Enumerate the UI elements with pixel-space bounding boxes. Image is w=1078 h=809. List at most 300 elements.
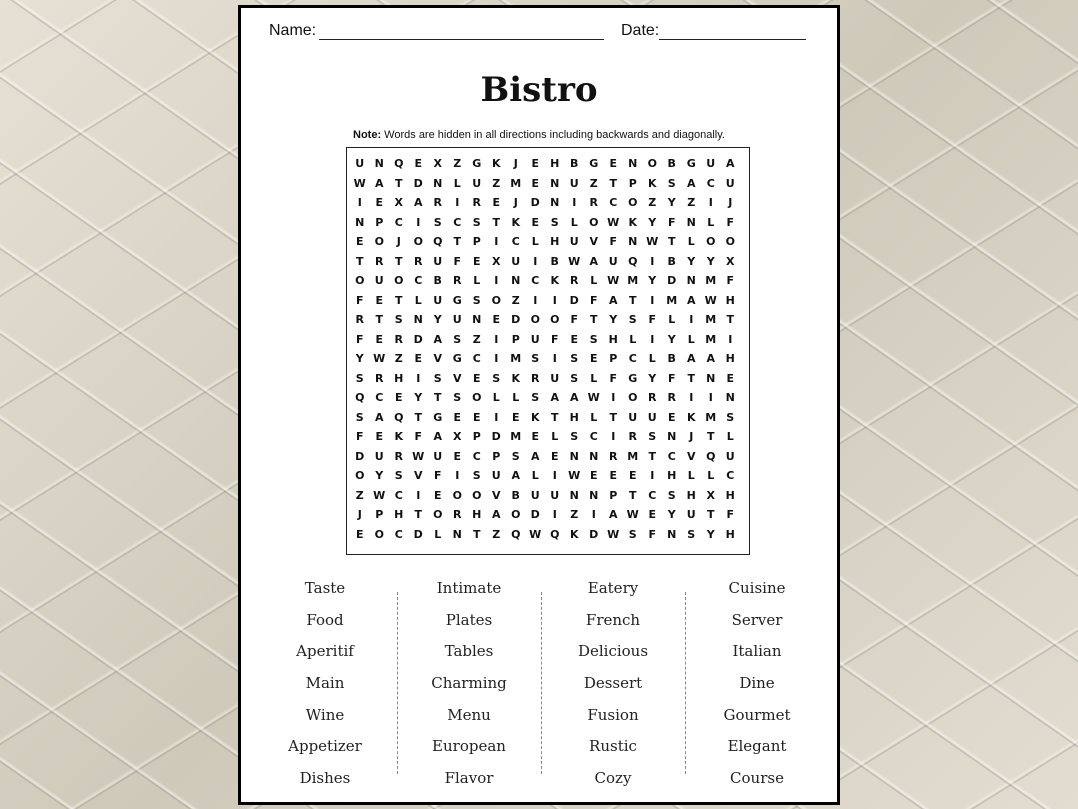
grid-letter: U — [608, 254, 618, 268]
grid-row — [347, 489, 749, 509]
grid-letter: K — [394, 430, 404, 443]
grid-letter: F — [414, 430, 422, 443]
grid-letter: T — [492, 215, 500, 229]
grid-letter: W — [412, 449, 425, 463]
grid-letter: T — [706, 508, 715, 521]
grid-letter: L — [414, 293, 422, 307]
word-list-item: Menu — [447, 705, 491, 724]
grid-letter: S — [355, 410, 364, 424]
grid-letter: H — [472, 508, 482, 521]
grid-letter: Z — [492, 527, 501, 541]
grid-letter: S — [550, 215, 559, 229]
grid-letter: E — [531, 157, 539, 170]
word-column-4 — [687, 576, 827, 798]
grid-letter: D — [667, 274, 677, 287]
grid-letter: X — [706, 488, 715, 502]
grid-row — [347, 352, 749, 372]
grid-letter: I — [416, 371, 421, 385]
grid-letter: I — [416, 488, 421, 502]
grid-letter: D — [413, 176, 423, 190]
grid-letter: N — [725, 391, 735, 404]
grid-letter: R — [589, 196, 598, 209]
grid-letter: D — [530, 508, 540, 521]
grid-letter: W — [529, 527, 542, 541]
grid-letter: R — [453, 274, 462, 287]
grid-letter: C — [472, 352, 481, 365]
grid-letter: O — [491, 293, 501, 307]
grid-letter: G — [452, 352, 462, 365]
grid-letter: E — [589, 352, 598, 365]
grid-letter: Y — [355, 352, 364, 365]
grid-letter: U — [725, 176, 735, 190]
word-list-item: Elegant — [727, 737, 787, 756]
grid-letter: L — [648, 352, 656, 365]
grid-letter: L — [531, 235, 539, 248]
grid-letter: F — [355, 332, 364, 346]
grid-letter: F — [550, 332, 559, 346]
grid-letter: O — [725, 235, 735, 248]
grid-letter: Z — [570, 508, 579, 521]
grid-letter: I — [572, 196, 577, 209]
grid-letter: I — [708, 391, 713, 404]
grid-letter: Y — [414, 391, 423, 404]
grid-letter: E — [355, 527, 364, 541]
grid-letter: U — [511, 254, 521, 268]
grid-letter: C — [394, 488, 403, 502]
grid-letter: E — [492, 196, 500, 209]
grid-letter: Q — [511, 527, 521, 541]
grid-letter: E — [472, 371, 481, 385]
grid-letter: W — [626, 508, 639, 521]
grid-letter: B — [550, 254, 559, 268]
grid-letter: N — [511, 274, 521, 287]
date-label: Date: — [621, 22, 660, 39]
grid-row — [347, 216, 749, 236]
grid-letter: H — [608, 332, 618, 346]
grid-letter: L — [473, 274, 481, 287]
grid-letter: T — [394, 254, 403, 268]
word-list-item: Food — [306, 610, 344, 629]
grid-letter: L — [570, 215, 578, 229]
grid-letter: L — [551, 430, 559, 443]
grid-letter: C — [511, 235, 520, 248]
letter-grid — [346, 147, 750, 555]
grid-letter: A — [589, 254, 598, 268]
grid-letter: Q — [628, 254, 638, 268]
grid-letter: L — [512, 391, 520, 404]
word-list-item: Wine — [305, 705, 345, 724]
grid-letter: M — [705, 332, 717, 346]
grid-letter: Y — [706, 254, 715, 268]
word-list-item: Eatery — [587, 579, 639, 597]
grid-letter: J — [513, 196, 518, 209]
grid-letter: M — [510, 430, 522, 443]
word-list-item: European — [432, 737, 506, 756]
grid-letter: N — [628, 235, 638, 248]
grid-letter: I — [494, 274, 499, 287]
grid-letter: Y — [648, 371, 657, 385]
grid-letter: E — [628, 469, 637, 482]
grid-letter: Y — [609, 313, 618, 326]
grid-letter: N — [667, 430, 677, 443]
grid-letter: O — [589, 215, 599, 229]
grid-row — [347, 508, 749, 528]
grid-letter: X — [433, 157, 442, 170]
grid-letter: U — [530, 332, 540, 346]
note-text: Words are hidden in all directions including backwards and diagonally. — [381, 129, 725, 141]
grid-letter: K — [511, 371, 521, 385]
grid-letter: Q — [394, 157, 404, 170]
grid-letter: V — [491, 488, 501, 502]
grid-letter: G — [452, 293, 462, 307]
grid-letter: I — [650, 332, 655, 346]
grid-letter: X — [726, 254, 735, 268]
grid-letter: Y — [648, 274, 657, 287]
grid-letter: X — [453, 430, 462, 443]
grid-letter: F — [453, 254, 461, 268]
instructions-note — [241, 129, 837, 141]
grid-row — [347, 411, 749, 431]
grid-letter: E — [667, 410, 676, 424]
grid-letter: N — [667, 527, 677, 541]
grid-row — [347, 196, 749, 216]
grid-letter: I — [494, 332, 499, 346]
grid-letter: R — [414, 254, 423, 268]
grid-letter: Q — [433, 235, 443, 248]
grid-letter: E — [589, 469, 598, 482]
grid-letter: U — [433, 293, 443, 307]
grid-letter: N — [550, 196, 560, 209]
grid-letter: Z — [453, 157, 462, 170]
grid-letter: D — [413, 527, 423, 541]
grid-letter: S — [628, 527, 637, 541]
grid-letter: S — [726, 410, 735, 424]
word-list-item: Dine — [739, 674, 775, 693]
grid-letter: M — [510, 352, 522, 365]
grid-letter: A — [511, 469, 520, 482]
grid-letter: T — [375, 313, 383, 326]
grid-letter: I — [708, 196, 713, 209]
grid-letter: E — [414, 352, 422, 365]
grid-letter: A — [686, 176, 696, 190]
grid-letter: D — [589, 527, 599, 541]
grid-letter: T — [609, 410, 617, 424]
grid-letter: N — [374, 157, 384, 170]
word-list-item: Gourmet — [723, 705, 791, 724]
grid-letter: J — [513, 157, 518, 170]
grid-letter: I — [416, 215, 421, 229]
grid-letter: E — [531, 215, 539, 229]
grid-letter: O — [550, 313, 560, 326]
column-divider — [397, 592, 398, 774]
grid-letter: N — [589, 449, 599, 463]
grid-letter: K — [569, 527, 579, 541]
grid-letter: X — [492, 254, 501, 268]
grid-letter: L — [453, 176, 461, 190]
grid-letter: N — [452, 527, 462, 541]
grid-letter: T — [453, 235, 461, 248]
grid-letter: P — [511, 332, 520, 346]
grid-letter: S — [648, 430, 657, 443]
grid-letter: Z — [492, 176, 501, 190]
grid-letter: H — [686, 488, 696, 502]
grid-letter: I — [611, 391, 616, 404]
grid-letter: T — [609, 176, 617, 190]
grid-letter: P — [375, 508, 384, 521]
grid-letter: Q — [550, 527, 560, 541]
grid-letter: S — [589, 332, 598, 346]
grid-letter: R — [570, 274, 579, 287]
grid-letter: I — [494, 352, 499, 365]
grid-letter: W — [607, 215, 620, 229]
grid-letter: M — [705, 274, 717, 287]
grid-letter: F — [570, 313, 578, 326]
grid-letter: R — [453, 508, 462, 521]
grid-letter: S — [531, 352, 540, 365]
grid-letter: A — [608, 508, 618, 521]
grid-letter: A — [433, 332, 442, 346]
grid-letter: H — [667, 469, 677, 482]
grid-letter: T — [433, 391, 442, 404]
grid-letter: L — [687, 469, 695, 482]
grid-letter: A — [608, 293, 618, 307]
grid-letter: R — [648, 391, 657, 404]
grid-letter: H — [394, 508, 404, 521]
grid-letter: R — [375, 254, 384, 268]
grid-letter: I — [611, 430, 616, 443]
grid-row — [347, 450, 749, 470]
grid-letter: I — [591, 508, 596, 521]
grid-letter: I — [650, 293, 655, 307]
grid-letter: F — [726, 508, 734, 521]
grid-letter: S — [355, 371, 364, 385]
grid-letter: I — [552, 469, 557, 482]
grid-letter: Z — [687, 196, 696, 209]
grid-letter: T — [687, 371, 695, 385]
grid-letter: R — [375, 371, 384, 385]
grid-letter: F — [609, 371, 617, 385]
grid-letter: W — [607, 274, 620, 287]
grid-letter: O — [413, 235, 423, 248]
grid-letter: S — [472, 469, 481, 482]
word-list-item: Flavor — [444, 769, 494, 788]
grid-letter: R — [394, 332, 403, 346]
grid-letter: E — [531, 176, 539, 190]
word-column-1 — [255, 576, 395, 798]
grid-letter: D — [569, 293, 579, 307]
grid-letter: F — [648, 313, 656, 326]
grid-letter: S — [570, 371, 579, 385]
grid-letter: N — [628, 157, 638, 170]
grid-letter: S — [531, 391, 540, 404]
grid-letter: L — [590, 371, 598, 385]
grid-letter: A — [706, 352, 715, 365]
grid-letter: K — [686, 410, 696, 424]
word-column-3 — [543, 576, 683, 798]
grid-letter: O — [374, 527, 384, 541]
column-divider — [541, 592, 542, 774]
grid-letter: U — [452, 313, 462, 326]
grid-letter: U — [647, 410, 657, 424]
grid-letter: U — [374, 274, 384, 287]
grid-letter: A — [686, 293, 696, 307]
grid-letter: U — [569, 176, 579, 190]
grid-letter: K — [628, 215, 638, 229]
grid-letter: X — [394, 196, 403, 209]
grid-letter: G — [628, 371, 638, 385]
grid-letter: T — [648, 449, 656, 463]
grid-letter: U — [491, 469, 501, 482]
grid-letter: D — [530, 196, 540, 209]
grid-letter: F — [355, 430, 364, 443]
grid-letter: I — [650, 469, 655, 482]
grid-letter: P — [628, 176, 637, 190]
date-line — [659, 39, 806, 40]
grid-letter: C — [453, 215, 462, 229]
grid-row — [347, 391, 749, 411]
grid-letter: T — [414, 508, 422, 521]
word-list-item: Taste — [304, 579, 346, 597]
word-list-item: Course — [730, 769, 784, 788]
grid-letter: S — [472, 293, 481, 307]
grid-letter: A — [374, 410, 384, 424]
grid-letter: E — [394, 391, 403, 404]
grid-letter: U — [628, 410, 638, 424]
grid-letter: R — [667, 391, 676, 404]
grid-letter: C — [726, 469, 735, 482]
word-list-item: Italian — [732, 642, 782, 661]
grid-letter: H — [725, 293, 735, 307]
grid-row — [347, 313, 749, 333]
grid-letter: O — [511, 508, 521, 521]
word-list-item: Fusion — [587, 705, 639, 724]
grid-letter: C — [609, 196, 618, 209]
grid-letter: M — [705, 313, 717, 326]
grid-letter: E — [433, 488, 442, 502]
grid-letter: S — [667, 176, 676, 190]
grid-letter: S — [492, 371, 501, 385]
grid-letter: E — [609, 157, 617, 170]
grid-letter: B — [433, 274, 442, 287]
grid-letter: F — [726, 274, 734, 287]
grid-row — [347, 372, 749, 392]
grid-letter: Q — [355, 391, 365, 404]
grid-letter: R — [355, 313, 364, 326]
grid-letter: T — [589, 313, 598, 326]
grid-letter: P — [609, 352, 618, 365]
grid-letter: L — [687, 332, 695, 346]
grid-letter: S — [628, 313, 637, 326]
word-list-item: Tables — [444, 642, 494, 661]
grid-letter: C — [531, 274, 540, 287]
grid-letter: E — [375, 196, 383, 209]
grid-letter: Y — [433, 313, 442, 326]
grid-letter: V — [589, 235, 598, 248]
grid-letter: C — [394, 215, 403, 229]
grid-letter: N — [472, 313, 482, 326]
grid-letter: J — [396, 235, 401, 248]
grid-letter: I — [533, 254, 538, 268]
grid-letter: W — [353, 176, 366, 190]
grid-letter: H — [550, 235, 560, 248]
grid-letter: G — [472, 157, 482, 170]
grid-row — [347, 255, 749, 275]
grid-letter: P — [609, 488, 618, 502]
grid-letter: H — [569, 410, 579, 424]
grid-letter: P — [472, 235, 481, 248]
grid-letter: Z — [472, 332, 481, 346]
grid-letter: O — [374, 235, 384, 248]
grid-letter: O — [433, 508, 443, 521]
grid-letter: E — [375, 332, 383, 346]
grid-letter: A — [413, 196, 423, 209]
grid-letter: R — [531, 371, 540, 385]
grid-letter: A — [686, 352, 696, 365]
grid-letter: J — [357, 508, 362, 521]
grid-letter: E — [570, 332, 578, 346]
grid-letter: U — [550, 488, 560, 502]
grid-letter: U — [725, 449, 735, 463]
word-list-item: Server — [731, 610, 783, 629]
grid-letter: O — [394, 274, 404, 287]
grid-letter: N — [433, 176, 443, 190]
grid-letter: O — [530, 313, 540, 326]
grid-letter: A — [530, 449, 540, 463]
grid-letter: L — [590, 274, 598, 287]
grid-letter: I — [689, 391, 694, 404]
grid-letter: L — [687, 235, 695, 248]
grid-letter: N — [589, 488, 599, 502]
grid-letter: P — [375, 215, 384, 229]
grid-letter: R — [609, 449, 618, 463]
grid-letter: G — [589, 157, 599, 170]
grid-letter: O — [355, 274, 365, 287]
grid-letter: S — [433, 371, 442, 385]
grid-letter: U — [530, 488, 540, 502]
grid-letter: R — [394, 449, 403, 463]
grid-letter: T — [667, 235, 676, 248]
grid-letter: A — [491, 508, 501, 521]
grid-letter: A — [725, 157, 735, 170]
grid-letter: N — [569, 488, 579, 502]
grid-letter: T — [550, 410, 559, 424]
grid-letter: H — [725, 488, 735, 502]
grid-letter: H — [725, 352, 735, 365]
grid-letter: C — [375, 391, 384, 404]
grid-letter: Y — [375, 469, 384, 482]
grid-letter: L — [707, 469, 715, 482]
grid-letter: Y — [706, 527, 715, 541]
grid-letter: O — [452, 488, 462, 502]
grid-letter: N — [569, 449, 579, 463]
grid-row — [347, 177, 749, 197]
grid-letter: Y — [648, 215, 657, 229]
grid-letter: V — [686, 449, 696, 463]
grid-letter: O — [628, 196, 638, 209]
grid-letter: Z — [511, 293, 520, 307]
grid-letter: U — [433, 254, 443, 268]
grid-letter: I — [494, 235, 499, 248]
grid-letter: K — [491, 157, 501, 170]
word-list-item: Intimate — [436, 579, 502, 597]
grid-letter: T — [394, 293, 403, 307]
grid-letter: B — [667, 157, 676, 170]
grid-letter: G — [686, 157, 696, 170]
grid-letter: T — [726, 313, 734, 326]
grid-letter: Z — [648, 196, 657, 209]
grid-letter: A — [550, 391, 559, 404]
grid-letter: B — [511, 488, 520, 502]
